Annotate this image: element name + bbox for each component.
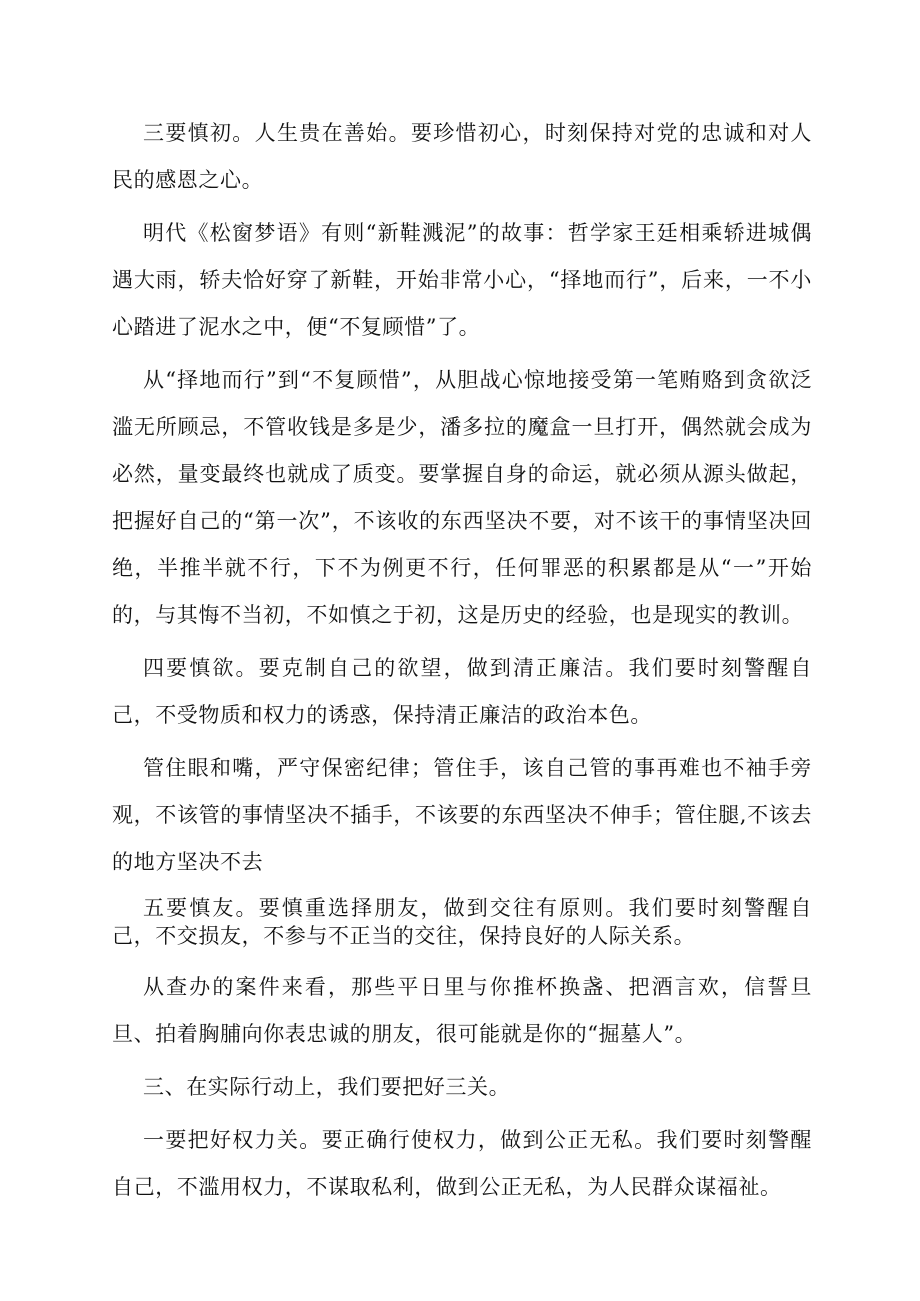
paragraph-6: 五要慎友。要慎重选择朋友，做到交往有原则。我们要时刻警醒自己，不交损友，不参与不正当的交往，保持良好的人际关系。 [112, 896, 812, 948]
paragraph-7: 从查办的案件来看，那些平日里与你推杯换盏、把酒言欢，信誓旦旦、拍着胸脯向你表忠诚的朋友，很可能就是你的“掘墓人”。 [112, 975, 812, 1046]
document-page [112, 110, 812, 1217]
paragraph-3: 从“择地而行”到“不复顾惜”，从胆战心惊地接受第一笔贿赂到贪欲泛滥无所顾忌，不管收钱是多是少，潘多拉的魔盒一旦打开，偶然就会成为必然，量变最终也就成了质变。要掌握自身的命运，就必须从源头做起，把握好自己的“第一次”，不该收的东西坚决不要，对不该干的事情坚决回绝，半推半就不行，下不为例更不行，任何罪恶的积累都是从“一”开始的，与其悔不当初，不如慎之于初，这是历史的经验，也是现实的教训。 [112, 368, 812, 627]
paragraph-9: 一要把好权力关。要正确行使权力，做到公正无私。我们要时刻警醒自己，不滥用权力，不谋取私利，做到公正无私，为人民群众谋福祉。 [112, 1128, 812, 1199]
paragraph-5: 管住眼和嘴，严守保密纪律；管住手，该自己管的事再难也不袖手旁观，不该管的事情坚决不插手，不该要的东西坚决不伸手；管住腿,不该去的地方坚决不去 [112, 756, 812, 874]
paragraph-4: 四要慎欲。要克制自己的欲望，做到清正廉洁。我们要时刻警醒自己，不受物质和权力的诱惑，保持清正廉洁的政治本色。 [112, 656, 812, 727]
section-heading: 三、在实际行动上，我们要把好三关。 [143, 1075, 511, 1099]
paragraph-1: 三要慎初。人生贵在善始。要珍惜初心，时刻保持对党的忠诚和对人民的感恩之心。 [112, 121, 812, 192]
paragraph-2: 明代《松窗梦语》有则“新鞋溅泥”的故事：哲学家王廷相乘轿进城偶遇大雨，轿夫恰好穿了新鞋，开始非常小心，“择地而行”，后来，一不小心踏进了泥水之中，便“不复顾惜”了。 [112, 221, 812, 339]
